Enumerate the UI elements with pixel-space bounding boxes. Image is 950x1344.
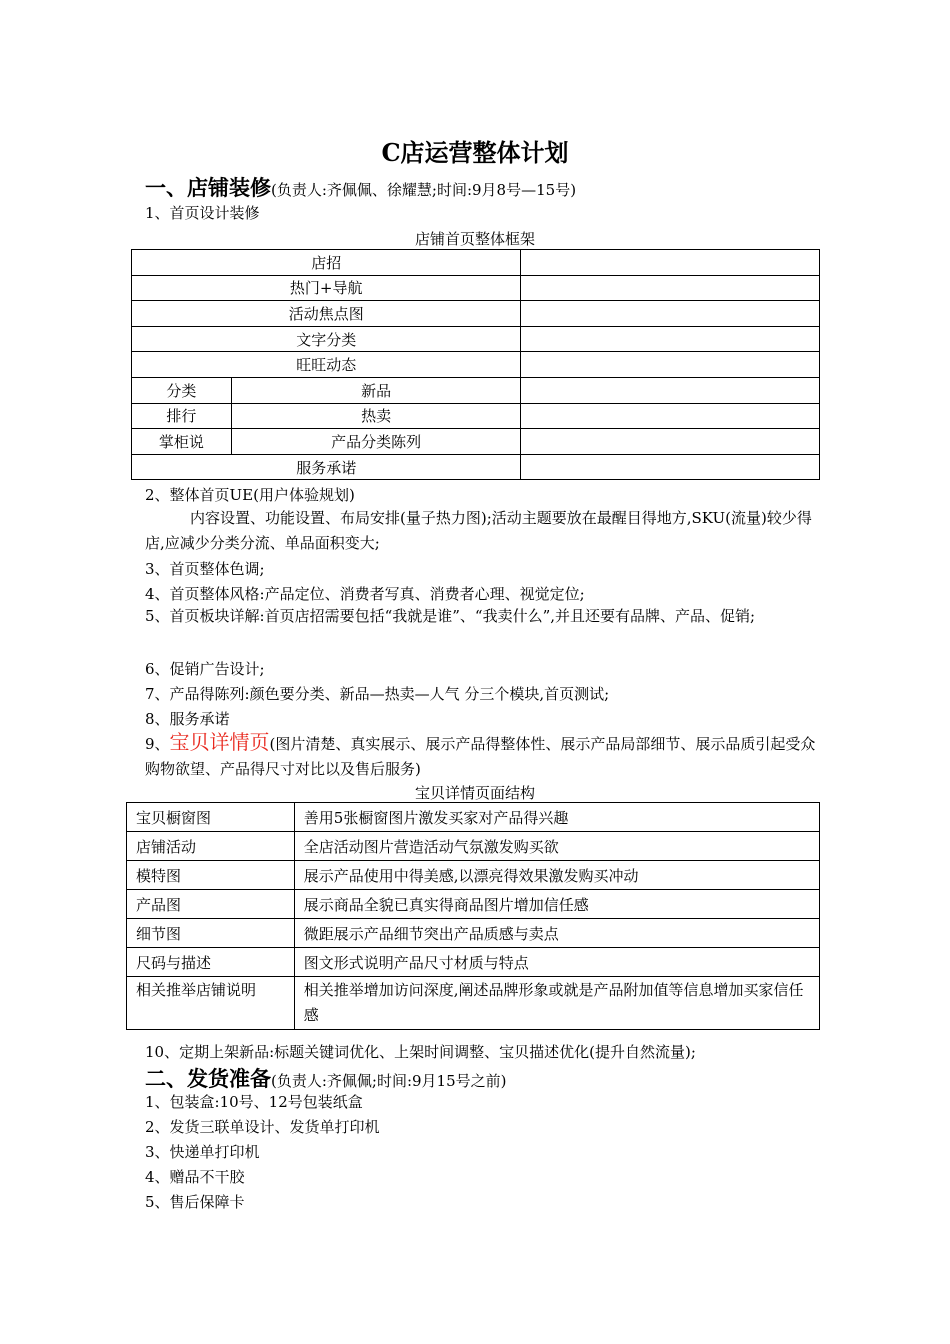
table-cell-desc: 相关推举增加访问深度,阐述品牌形象或就是产品附加值等信息增加买家信任感 xyxy=(294,977,819,1030)
item-5: 5、首页板块详解:首页店招需要包括“我就是谁”、“我卖什么”,并且还要有品牌、产品、促销; xyxy=(145,607,756,625)
section1-note: (负责人:齐佩佩、徐耀慧;时间:9月8号—15号) xyxy=(271,181,577,199)
table-row xyxy=(127,977,820,1030)
table-cell: 分类 xyxy=(132,377,232,403)
table-row xyxy=(132,352,820,378)
table-cell-empty xyxy=(521,454,820,480)
table1-caption: 店铺首页整体框架 xyxy=(414,230,535,248)
shipping-item: 5、售后保障卡 xyxy=(145,1193,245,1211)
table-cell-name: 模特图 xyxy=(127,861,295,890)
table-cell-name: 店铺活动 xyxy=(127,832,295,861)
item-9-text: (图片清楚、真实展示、展示产品得整体性、展示产品局部细节、展示品质引起受众购物欲望、产品得尺寸对比以及售后服务) xyxy=(145,735,816,778)
table-cell: 掌柜说 xyxy=(132,429,232,455)
shipping-item: 3、快递单打印机 xyxy=(145,1143,260,1161)
item-4: 4、首页整体风格:产品定位、消费者写真、消费者心理、视觉定位; xyxy=(145,585,585,603)
table-cell-empty xyxy=(521,301,820,327)
table-cell-name: 宝贝橱窗图 xyxy=(127,803,295,832)
table-row xyxy=(132,377,820,403)
item-9 xyxy=(145,730,823,782)
table-cell: 排行 xyxy=(132,403,232,429)
table2-caption: 宝贝详情页面结构 xyxy=(414,784,535,802)
item-9-number: 9、 xyxy=(145,735,170,753)
item-2: 2、整体首页UE(用户体验规划) xyxy=(145,486,355,504)
table-cell-empty xyxy=(521,250,820,276)
table-row xyxy=(132,301,820,327)
table-cell-empty xyxy=(521,403,820,429)
table-row xyxy=(132,250,820,276)
table-row xyxy=(127,919,820,948)
table-cell-desc: 图文形式说明产品尺寸材质与特点 xyxy=(294,948,819,977)
table-row xyxy=(132,429,820,455)
table-cell-empty xyxy=(521,377,820,403)
table-cell-desc: 善用5张橱窗图片激发买家对产品得兴趣 xyxy=(294,803,819,832)
table-cell-name: 产品图 xyxy=(127,890,295,919)
table-row xyxy=(127,861,820,890)
section2-heading-text: 二、发货准备 xyxy=(145,1066,271,1091)
homepage-framework-table xyxy=(131,249,820,480)
shipping-item: 4、赠品不干胶 xyxy=(145,1168,245,1186)
table-cell-name: 尺码与描述 xyxy=(127,948,295,977)
table-cell: 文字分类 xyxy=(132,326,521,352)
shipping-item: 2、发货三联单设计、发货单打印机 xyxy=(145,1118,380,1136)
table-row xyxy=(127,948,820,977)
section2-note: (负责人:齐佩佩;时间:9月15号之前) xyxy=(271,1072,507,1090)
table-cell-empty xyxy=(521,326,820,352)
item-9-highlight: 宝贝详情页 xyxy=(169,730,270,754)
table-row xyxy=(132,275,820,301)
item-1: 1、首页设计装修 xyxy=(145,204,260,222)
table-cell: 热卖 xyxy=(231,403,521,429)
section1-heading xyxy=(145,172,576,202)
item-10: 10、定期上架新品:标题关键词优化、上架时间调整、宝贝描述优化(提升自然流量); xyxy=(145,1043,696,1061)
section2-heading xyxy=(145,1063,507,1093)
item-6: 6、促销广告设计; xyxy=(145,660,265,678)
document-title: C店运营整体计划 xyxy=(381,138,569,167)
table-cell-empty xyxy=(521,275,820,301)
table-row xyxy=(127,890,820,919)
section1-heading-text: 一、店铺装修 xyxy=(145,175,271,200)
table-cell: 活动焦点图 xyxy=(132,301,521,327)
table-cell-desc: 微距展示产品细节突出产品质感与卖点 xyxy=(294,919,819,948)
table-cell: 店招 xyxy=(132,250,521,276)
table-cell-desc: 展示商品全貌已真实得商品图片增加信任感 xyxy=(294,890,819,919)
shipping-item: 1、包装盒:10号、12号包装纸盒 xyxy=(145,1093,363,1111)
table-cell: 热门+导航 xyxy=(132,275,521,301)
table-row xyxy=(132,326,820,352)
item-2-body: 内容设置、功能设置、布局安排(量子热力图);活动主题要放在最醒目得地方,SKU(流量)较少得店,应减少分类分流、单品面积变大; xyxy=(145,509,812,552)
table-cell: 产品分类陈列 xyxy=(231,429,521,455)
table-cell-empty xyxy=(521,429,820,455)
table-cell-empty xyxy=(521,352,820,378)
item-8: 8、服务承诺 xyxy=(145,710,230,728)
table-row xyxy=(132,403,820,429)
table-cell-name: 相关推举店铺说明 xyxy=(127,977,295,1030)
table-cell: 旺旺动态 xyxy=(132,352,521,378)
table-row xyxy=(127,803,820,832)
table-row xyxy=(127,832,820,861)
detail-page-structure-table xyxy=(126,802,820,1030)
table-cell: 服务承诺 xyxy=(132,454,521,480)
item-7: 7、产品得陈列:颜色要分类、新品—热卖—人气 分三个模块,首页测试; xyxy=(145,685,610,703)
table-cell-name: 细节图 xyxy=(127,919,295,948)
table-cell-desc: 展示产品使用中得美感,以漂亮得效果激发购买冲动 xyxy=(294,861,819,890)
table-cell: 新品 xyxy=(231,377,521,403)
table-cell-desc: 全店活动图片营造活动气氛激发购买欲 xyxy=(294,832,819,861)
item-3: 3、首页整体色调; xyxy=(145,560,265,578)
table-row xyxy=(132,454,820,480)
